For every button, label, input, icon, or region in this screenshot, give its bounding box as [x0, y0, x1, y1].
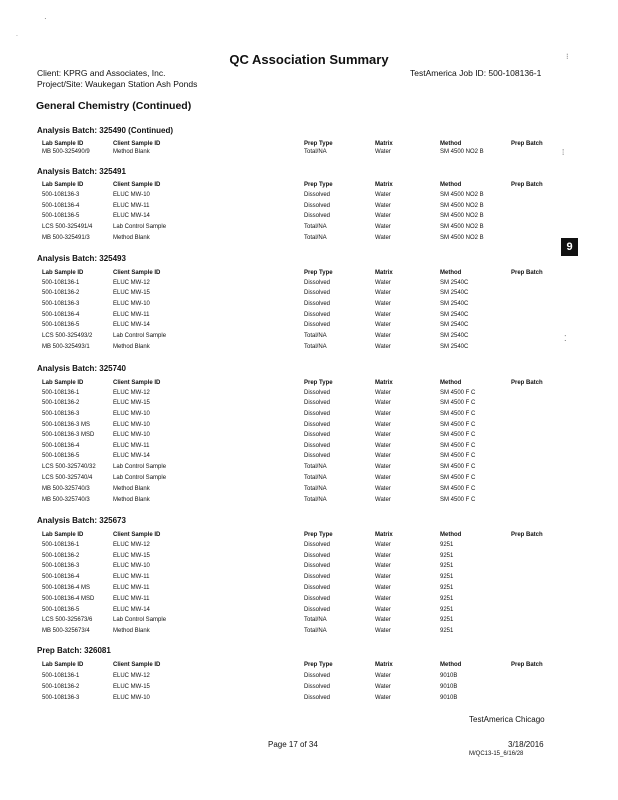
cell-method: SM 4500 NO2 B [440, 149, 484, 155]
cell-matrix: Water [375, 574, 391, 580]
cell-prep-type: Dissolved [304, 453, 331, 459]
column-header-prep-type: Prep Type [304, 380, 333, 386]
cell-matrix: Water [375, 301, 391, 307]
scan-mark: ⁞ [562, 148, 565, 157]
cell-client-sample-id: Method Blank [113, 497, 150, 503]
cell-client-sample-id: ELUC MW-14 [113, 607, 150, 613]
cell-client-sample-id: ELUC MW-10 [113, 695, 150, 701]
cell-prep-type: Total/NA [304, 224, 327, 230]
cell-matrix: Water [375, 322, 391, 328]
cell-prep-type: Dissolved [304, 596, 331, 602]
cell-method: SM 2540C [440, 301, 469, 307]
cell-client-sample-id: Method Blank [113, 486, 150, 492]
column-header-method: Method [440, 182, 462, 188]
column-header-method: Method [440, 141, 462, 147]
cell-method: SM 2540C [440, 333, 469, 339]
cell-method: SM 4500 F C [440, 432, 476, 438]
cell-prep-type: Dissolved [304, 542, 331, 548]
cell-lab-sample-id: 500-108136-3 [42, 695, 80, 701]
column-header-prep-batch: Prep Batch [511, 662, 543, 668]
cell-matrix: Water [375, 390, 391, 396]
cell-prep-type: Dissolved [304, 203, 331, 209]
cell-lab-sample-id: 500-108136-3 [42, 192, 80, 198]
column-header-prep-type: Prep Type [304, 662, 333, 668]
column-header-client-sample-id: Client Sample ID [113, 380, 161, 386]
cell-lab-sample-id: MB 500-325740/3 [42, 486, 90, 492]
cell-matrix: Water [375, 695, 391, 701]
cell-lab-sample-id: 500-108136-5 [42, 322, 80, 328]
cell-matrix: Water [375, 280, 391, 286]
cell-prep-type: Dissolved [304, 443, 331, 449]
cell-matrix: Water [375, 453, 391, 459]
cell-matrix: Water [375, 203, 391, 209]
cell-method: SM 4500 F C [440, 486, 476, 492]
cell-lab-sample-id: 500-108136-2 [42, 553, 80, 559]
cell-prep-type: Dissolved [304, 607, 331, 613]
cell-lab-sample-id: LCS 500-325740/4 [42, 475, 93, 481]
column-header-matrix: Matrix [375, 270, 393, 276]
cell-method: 9251 [440, 596, 454, 602]
cell-method: SM 4500 F C [440, 443, 476, 449]
cell-lab-sample-id: 500-108136-2 [42, 400, 80, 406]
cell-lab-sample-id: 500-108136-5 [42, 213, 80, 219]
cell-method: SM 4500 F C [440, 422, 476, 428]
column-header-matrix: Matrix [375, 380, 393, 386]
cell-lab-sample-id: MB 500-325490/9 [42, 149, 90, 155]
cell-method: 9251 [440, 607, 454, 613]
column-header-prep-type: Prep Type [304, 141, 333, 147]
cell-method: 9251 [440, 585, 454, 591]
cell-matrix: Water [375, 192, 391, 198]
cell-lab-sample-id: MB 500-325493/1 [42, 344, 90, 350]
cell-lab-sample-id: 500-108136-4 [42, 443, 80, 449]
cell-lab-sample-id: 500-108136-4 [42, 574, 80, 580]
column-header-matrix: Matrix [375, 662, 393, 668]
cell-prep-type: Total/NA [304, 344, 327, 350]
cell-method: 9010B [440, 684, 458, 690]
column-header-lab-sample-id: Lab Sample ID [42, 532, 84, 538]
cell-method: SM 2540C [440, 344, 469, 350]
cell-lab-sample-id: LCS 500-325491/4 [42, 224, 93, 230]
section-title: General Chemistry (Continued) [36, 100, 192, 112]
cell-matrix: Water [375, 497, 391, 503]
cell-matrix: Water [375, 235, 391, 241]
column-header-lab-sample-id: Lab Sample ID [42, 662, 84, 668]
batch-title: Analysis Batch: 325490 (Continued) [37, 126, 174, 135]
cell-prep-type: Dissolved [304, 312, 331, 318]
cell-method: SM 4500 NO2 B [440, 192, 484, 198]
cell-method: 9251 [440, 542, 454, 548]
cell-client-sample-id: ELUC MW-12 [113, 673, 150, 679]
cell-method: SM 4500 NO2 B [440, 213, 484, 219]
cell-lab-sample-id: LCS 500-325673/6 [42, 617, 93, 623]
cell-client-sample-id: ELUC MW-15 [113, 553, 150, 559]
cell-client-sample-id: Lab Control Sample [113, 464, 167, 470]
cell-matrix: Water [375, 673, 391, 679]
cell-client-sample-id: ELUC MW-10 [113, 301, 150, 307]
cell-matrix: Water [375, 333, 391, 339]
cell-client-sample-id: ELUC MW-10 [113, 563, 150, 569]
cell-lab-sample-id: 500-108136-3 [42, 301, 80, 307]
column-header-prep-batch: Prep Batch [511, 270, 543, 276]
cell-client-sample-id: ELUC MW-11 [113, 585, 150, 591]
cell-client-sample-id: Method Blank [113, 149, 150, 155]
cell-lab-sample-id: MB 500-325491/3 [42, 235, 90, 241]
cell-client-sample-id: ELUC MW-12 [113, 542, 150, 548]
cell-prep-type: Total/NA [304, 475, 327, 481]
cell-client-sample-id: ELUC MW-10 [113, 411, 150, 417]
cell-client-sample-id: ELUC MW-10 [113, 432, 150, 438]
document-code: M/QC13-15_6/16/28 [469, 751, 524, 757]
scan-mark: · [44, 14, 47, 23]
cell-matrix: Water [375, 684, 391, 690]
cell-method: SM 4500 NO2 B [440, 203, 484, 209]
cell-prep-type: Dissolved [304, 192, 331, 198]
batch-title: Analysis Batch: 325491 [37, 167, 126, 176]
cell-prep-type: Dissolved [304, 390, 331, 396]
column-header-method: Method [440, 532, 462, 538]
client-label: Client: KPRG and Associates, Inc. [37, 68, 166, 78]
cell-client-sample-id: Lab Control Sample [113, 617, 167, 623]
cell-lab-sample-id: 500-108136-1 [42, 280, 80, 286]
cell-client-sample-id: ELUC MW-11 [113, 312, 150, 318]
cell-matrix: Water [375, 213, 391, 219]
scan-mark: ⁝ [566, 52, 569, 61]
cell-prep-type: Total/NA [304, 486, 327, 492]
cell-lab-sample-id: 500-108136-3 [42, 563, 80, 569]
project-site: Project/Site: Waukegan Station Ash Ponds [37, 79, 198, 89]
job-id: TestAmerica Job ID: 500-108136-1 [410, 68, 542, 78]
cell-lab-sample-id: 500-108136-4 MS [42, 585, 91, 591]
cell-lab-sample-id: 500-108136-2 [42, 684, 80, 690]
cell-client-sample-id: Method Blank [113, 344, 150, 350]
cell-matrix: Water [375, 149, 391, 155]
cell-client-sample-id: ELUC MW-10 [113, 192, 150, 198]
cell-matrix: Water [375, 617, 391, 623]
cell-client-sample-id: ELUC MW-11 [113, 443, 150, 449]
cell-prep-type: Dissolved [304, 684, 331, 690]
column-header-lab-sample-id: Lab Sample ID [42, 141, 84, 147]
batch-title: Analysis Batch: 325673 [37, 516, 126, 525]
cell-method: SM 2540C [440, 312, 469, 318]
cell-matrix: Water [375, 411, 391, 417]
column-header-matrix: Matrix [375, 532, 393, 538]
column-header-client-sample-id: Client Sample ID [113, 662, 161, 668]
cell-method: SM 4500 NO2 B [440, 235, 484, 241]
column-header-lab-sample-id: Lab Sample ID [42, 270, 84, 276]
cell-prep-type: Total/NA [304, 235, 327, 241]
cell-client-sample-id: ELUC MW-11 [113, 574, 150, 580]
cell-lab-sample-id: 500-108136-1 [42, 542, 80, 548]
cell-matrix: Water [375, 422, 391, 428]
cell-method: SM 2540C [440, 322, 469, 328]
column-header-prep-batch: Prep Batch [511, 380, 543, 386]
cell-method: SM 4500 F C [440, 475, 476, 481]
cell-method: 9251 [440, 628, 454, 634]
cell-prep-type: Dissolved [304, 301, 331, 307]
cell-lab-sample-id: 500-108136-5 [42, 453, 80, 459]
cell-client-sample-id: ELUC MW-15 [113, 684, 150, 690]
cell-client-sample-id: Lab Control Sample [113, 475, 167, 481]
cell-method: 9251 [440, 563, 454, 569]
cell-prep-type: Dissolved [304, 400, 331, 406]
column-header-prep-batch: Prep Batch [511, 141, 543, 147]
cell-lab-sample-id: 500-108136-3 MSD [42, 432, 95, 438]
cell-prep-type: Total/NA [304, 497, 327, 503]
column-header-method: Method [440, 270, 462, 276]
cell-client-sample-id: ELUC MW-11 [113, 203, 150, 209]
cell-client-sample-id: ELUC MW-12 [113, 280, 150, 286]
cell-method: 9010B [440, 695, 458, 701]
column-header-client-sample-id: Client Sample ID [113, 182, 161, 188]
report-date: 3/18/2016 [508, 740, 544, 749]
cell-lab-sample-id: 500-108136-1 [42, 673, 80, 679]
cell-client-sample-id: ELUC MW-14 [113, 322, 150, 328]
cell-prep-type: Dissolved [304, 422, 331, 428]
cell-prep-type: Total/NA [304, 617, 327, 623]
column-header-prep-type: Prep Type [304, 182, 333, 188]
cell-matrix: Water [375, 344, 391, 350]
cell-method: SM 4500 F C [440, 411, 476, 417]
column-header-client-sample-id: Client Sample ID [113, 270, 161, 276]
cell-matrix: Water [375, 607, 391, 613]
column-header-prep-type: Prep Type [304, 270, 333, 276]
cell-matrix: Water [375, 563, 391, 569]
cell-matrix: Water [375, 224, 391, 230]
column-header-lab-sample-id: Lab Sample ID [42, 380, 84, 386]
cell-method: 9251 [440, 617, 454, 623]
column-header-client-sample-id: Client Sample ID [113, 141, 161, 147]
column-header-lab-sample-id: Lab Sample ID [42, 182, 84, 188]
cell-prep-type: Dissolved [304, 322, 331, 328]
cell-matrix: Water [375, 443, 391, 449]
cell-lab-sample-id: MB 500-325740/3 [42, 497, 90, 503]
column-header-method: Method [440, 380, 462, 386]
page-title: QC Association Summary [229, 52, 389, 67]
cell-method: SM 4500 NO2 B [440, 224, 484, 230]
column-header-prep-type: Prep Type [304, 532, 333, 538]
cell-client-sample-id: Method Blank [113, 628, 150, 634]
column-header-matrix: Matrix [375, 141, 393, 147]
cell-client-sample-id: ELUC MW-11 [113, 596, 150, 602]
cell-matrix: Water [375, 475, 391, 481]
column-header-method: Method [440, 662, 462, 668]
page-number: Page 17 of 34 [268, 740, 318, 749]
cell-matrix: Water [375, 290, 391, 296]
column-header-matrix: Matrix [375, 182, 393, 188]
cell-matrix: Water [375, 628, 391, 634]
cell-client-sample-id: ELUC MW-10 [113, 422, 150, 428]
cell-method: SM 4500 F C [440, 497, 476, 503]
scan-mark: ⁚ [564, 334, 567, 343]
cell-matrix: Water [375, 585, 391, 591]
cell-lab-sample-id: 500-108136-3 [42, 411, 80, 417]
column-header-prep-batch: Prep Batch [511, 182, 543, 188]
cell-client-sample-id: ELUC MW-15 [113, 400, 150, 406]
cell-prep-type: Total/NA [304, 628, 327, 634]
cell-lab-sample-id: 500-108136-4 MSD [42, 596, 95, 602]
cell-client-sample-id: ELUC MW-14 [113, 213, 150, 219]
batch-title: Prep Batch: 326081 [37, 646, 111, 655]
cell-prep-type: Dissolved [304, 563, 331, 569]
cell-client-sample-id: ELUC MW-14 [113, 453, 150, 459]
column-header-client-sample-id: Client Sample ID [113, 532, 161, 538]
cell-prep-type: Total/NA [304, 333, 327, 339]
cell-method: 9251 [440, 574, 454, 580]
scan-mark: ˙ [16, 34, 19, 43]
cell-prep-type: Dissolved [304, 411, 331, 417]
batch-title: Analysis Batch: 325493 [37, 254, 126, 263]
cell-client-sample-id: Method Blank [113, 235, 150, 241]
column-header-prep-batch: Prep Batch [511, 532, 543, 538]
cell-prep-type: Dissolved [304, 553, 331, 559]
cell-method: SM 2540C [440, 280, 469, 286]
cell-client-sample-id: Lab Control Sample [113, 333, 167, 339]
cell-prep-type: Dissolved [304, 432, 331, 438]
cell-client-sample-id: ELUC MW-15 [113, 290, 150, 296]
cell-lab-sample-id: LCS 500-325493/2 [42, 333, 93, 339]
cell-matrix: Water [375, 464, 391, 470]
cell-matrix: Water [375, 542, 391, 548]
cell-prep-type: Dissolved [304, 280, 331, 286]
cell-matrix: Water [375, 312, 391, 318]
cell-lab-sample-id: 500-108136-3 MS [42, 422, 91, 428]
cell-lab-sample-id: 500-108136-5 [42, 607, 80, 613]
cell-matrix: Water [375, 432, 391, 438]
cell-prep-type: Dissolved [304, 673, 331, 679]
cell-method: SM 4500 F C [440, 464, 476, 470]
section-tab-marker: 9 [561, 238, 578, 256]
cell-method: SM 2540C [440, 290, 469, 296]
cell-lab-sample-id: 500-108136-4 [42, 312, 80, 318]
cell-prep-type: Dissolved [304, 213, 331, 219]
cell-prep-type: Total/NA [304, 149, 327, 155]
cell-prep-type: Dissolved [304, 585, 331, 591]
cell-method: 9010B [440, 673, 458, 679]
cell-matrix: Water [375, 400, 391, 406]
cell-prep-type: Dissolved [304, 574, 331, 580]
cell-client-sample-id: Lab Control Sample [113, 224, 167, 230]
cell-method: SM 4500 F C [440, 390, 476, 396]
cell-client-sample-id: ELUC MW-12 [113, 390, 150, 396]
cell-method: SM 4500 F C [440, 453, 476, 459]
cell-lab-sample-id: 500-108136-2 [42, 290, 80, 296]
cell-lab-sample-id: MB 500-325673/4 [42, 628, 90, 634]
cell-matrix: Water [375, 596, 391, 602]
cell-lab-sample-id: LCS 500-325740/32 [42, 464, 96, 470]
cell-method: 9251 [440, 553, 454, 559]
cell-lab-sample-id: 500-108136-4 [42, 203, 80, 209]
cell-prep-type: Dissolved [304, 695, 331, 701]
cell-prep-type: Dissolved [304, 290, 331, 296]
cell-lab-sample-id: 500-108136-1 [42, 390, 80, 396]
cell-matrix: Water [375, 553, 391, 559]
cell-matrix: Water [375, 486, 391, 492]
cell-method: SM 4500 F C [440, 400, 476, 406]
batch-title: Analysis Batch: 325740 [37, 364, 126, 373]
lab-name: TestAmerica Chicago [469, 715, 545, 724]
cell-prep-type: Total/NA [304, 464, 327, 470]
